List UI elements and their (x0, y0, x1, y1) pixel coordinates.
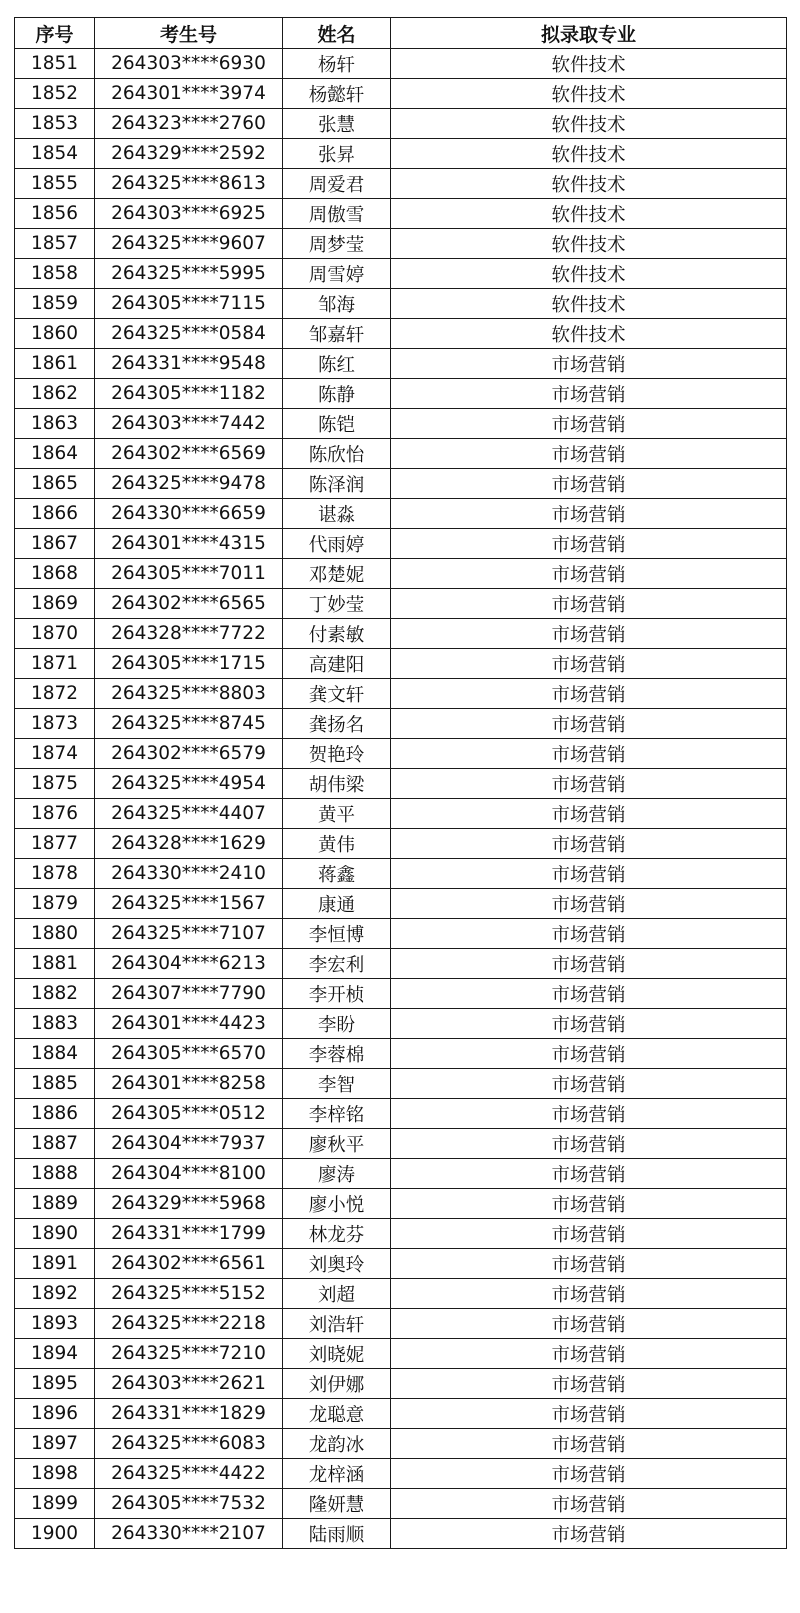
cell-major: 市场营销 (391, 1189, 787, 1219)
cell-seq: 1878 (15, 859, 95, 889)
cell-exam-number: 264305****0512 (95, 1099, 283, 1129)
cell-seq: 1898 (15, 1459, 95, 1489)
cell-exam-number: 264301****4315 (95, 529, 283, 559)
cell-major: 市场营销 (391, 709, 787, 739)
table-row (15, 1129, 787, 1159)
cell-exam-number: 264301****3974 (95, 79, 283, 109)
table-row (15, 1459, 787, 1489)
table-row (15, 349, 787, 379)
cell-seq: 1881 (15, 949, 95, 979)
cell-exam-number: 264305****6570 (95, 1039, 283, 1069)
cell-major: 市场营销 (391, 619, 787, 649)
cell-name: 杨懿轩 (283, 79, 391, 109)
cell-exam-number: 264325****8803 (95, 679, 283, 709)
cell-exam-number: 264307****7790 (95, 979, 283, 1009)
cell-seq: 1897 (15, 1429, 95, 1459)
cell-major: 市场营销 (391, 1519, 787, 1549)
cell-seq: 1882 (15, 979, 95, 1009)
cell-seq: 1874 (15, 739, 95, 769)
cell-seq: 1866 (15, 499, 95, 529)
cell-name: 周爱君 (283, 169, 391, 199)
cell-exam-number: 264330****6659 (95, 499, 283, 529)
table-row (15, 1309, 787, 1339)
cell-major: 市场营销 (391, 1159, 787, 1189)
table-row (15, 889, 787, 919)
cell-exam-number: 264325****4407 (95, 799, 283, 829)
cell-exam-number: 264325****9478 (95, 469, 283, 499)
cell-exam-number: 264325****0584 (95, 319, 283, 349)
cell-major: 市场营销 (391, 1279, 787, 1309)
table-row (15, 379, 787, 409)
header-major: 拟录取专业 (391, 18, 787, 49)
cell-name: 周傲雪 (283, 199, 391, 229)
cell-major: 市场营销 (391, 949, 787, 979)
cell-seq: 1853 (15, 109, 95, 139)
cell-seq: 1851 (15, 49, 95, 79)
table-row (15, 559, 787, 589)
cell-name: 胡伟梁 (283, 769, 391, 799)
table-row (15, 1369, 787, 1399)
cell-name: 康通 (283, 889, 391, 919)
cell-exam-number: 264305****1182 (95, 379, 283, 409)
cell-major: 市场营销 (391, 1069, 787, 1099)
cell-major: 市场营销 (391, 1459, 787, 1489)
cell-name: 李盼 (283, 1009, 391, 1039)
cell-major: 市场营销 (391, 1399, 787, 1429)
cell-name: 陈欣怡 (283, 439, 391, 469)
cell-major: 市场营销 (391, 1339, 787, 1369)
cell-name: 陈静 (283, 379, 391, 409)
cell-exam-number: 264331****9548 (95, 349, 283, 379)
table-row (15, 529, 787, 559)
cell-seq: 1858 (15, 259, 95, 289)
cell-seq: 1892 (15, 1279, 95, 1309)
cell-major: 市场营销 (391, 829, 787, 859)
cell-seq: 1877 (15, 829, 95, 859)
cell-major: 市场营销 (391, 589, 787, 619)
cell-major: 市场营销 (391, 889, 787, 919)
cell-major: 软件技术 (391, 229, 787, 259)
cell-exam-number: 264329****5968 (95, 1189, 283, 1219)
table-row (15, 1189, 787, 1219)
cell-exam-number: 264325****9607 (95, 229, 283, 259)
cell-name: 高建阳 (283, 649, 391, 679)
cell-exam-number: 264331****1799 (95, 1219, 283, 1249)
cell-name: 刘伊娜 (283, 1369, 391, 1399)
cell-name: 陆雨顺 (283, 1519, 391, 1549)
table-row (15, 1099, 787, 1129)
cell-exam-number: 264302****6569 (95, 439, 283, 469)
table-row (15, 139, 787, 169)
cell-major: 软件技术 (391, 109, 787, 139)
cell-name: 刘晓妮 (283, 1339, 391, 1369)
header-exam-number: 考生号 (95, 18, 283, 49)
cell-name: 谌淼 (283, 499, 391, 529)
cell-exam-number: 264325****1567 (95, 889, 283, 919)
table-row (15, 1009, 787, 1039)
cell-major: 软件技术 (391, 319, 787, 349)
cell-name: 隆妍慧 (283, 1489, 391, 1519)
cell-major: 软件技术 (391, 49, 787, 79)
cell-exam-number: 264325****7210 (95, 1339, 283, 1369)
cell-exam-number: 264325****8613 (95, 169, 283, 199)
cell-major: 市场营销 (391, 409, 787, 439)
cell-major: 软件技术 (391, 139, 787, 169)
table-row (15, 739, 787, 769)
cell-name: 李蓉棉 (283, 1039, 391, 1069)
cell-major: 软件技术 (391, 169, 787, 199)
cell-name: 李宏利 (283, 949, 391, 979)
table-row (15, 799, 787, 829)
cell-seq: 1872 (15, 679, 95, 709)
table-row (15, 229, 787, 259)
table-row (15, 709, 787, 739)
table-row (15, 169, 787, 199)
cell-name: 黄伟 (283, 829, 391, 859)
table-row (15, 589, 787, 619)
cell-name: 李恒博 (283, 919, 391, 949)
cell-exam-number: 264325****8745 (95, 709, 283, 739)
cell-name: 廖涛 (283, 1159, 391, 1189)
cell-exam-number: 264323****2760 (95, 109, 283, 139)
table-row (15, 949, 787, 979)
table-row (15, 289, 787, 319)
cell-major: 市场营销 (391, 919, 787, 949)
cell-major: 市场营销 (391, 469, 787, 499)
cell-seq: 1886 (15, 1099, 95, 1129)
cell-seq: 1863 (15, 409, 95, 439)
cell-seq: 1896 (15, 1399, 95, 1429)
cell-major: 市场营销 (391, 349, 787, 379)
cell-major: 市场营销 (391, 529, 787, 559)
cell-seq: 1880 (15, 919, 95, 949)
cell-major: 市场营销 (391, 379, 787, 409)
table-row (15, 199, 787, 229)
cell-name: 杨轩 (283, 49, 391, 79)
cell-major: 市场营销 (391, 1429, 787, 1459)
cell-seq: 1852 (15, 79, 95, 109)
table-row (15, 1039, 787, 1069)
cell-major: 软件技术 (391, 79, 787, 109)
cell-seq: 1871 (15, 649, 95, 679)
cell-exam-number: 264325****5995 (95, 259, 283, 289)
table-row (15, 319, 787, 349)
cell-exam-number: 264328****7722 (95, 619, 283, 649)
cell-name: 李智 (283, 1069, 391, 1099)
table-row (15, 919, 787, 949)
cell-major: 市场营销 (391, 499, 787, 529)
table-row (15, 1489, 787, 1519)
cell-seq: 1869 (15, 589, 95, 619)
cell-seq: 1888 (15, 1159, 95, 1189)
cell-exam-number: 264301****8258 (95, 1069, 283, 1099)
cell-major: 市场营销 (391, 1129, 787, 1159)
cell-seq: 1879 (15, 889, 95, 919)
cell-exam-number: 264325****7107 (95, 919, 283, 949)
cell-name: 龙梓涵 (283, 1459, 391, 1489)
cell-name: 龙聪意 (283, 1399, 391, 1429)
cell-name: 林龙芬 (283, 1219, 391, 1249)
cell-major: 市场营销 (391, 1039, 787, 1069)
cell-seq: 1891 (15, 1249, 95, 1279)
cell-exam-number: 264302****6565 (95, 589, 283, 619)
cell-seq: 1862 (15, 379, 95, 409)
cell-seq: 1861 (15, 349, 95, 379)
table-row (15, 1519, 787, 1549)
table-row (15, 469, 787, 499)
cell-name: 张慧 (283, 109, 391, 139)
cell-name: 陈铠 (283, 409, 391, 439)
cell-seq: 1893 (15, 1309, 95, 1339)
cell-exam-number: 264330****2107 (95, 1519, 283, 1549)
cell-seq: 1860 (15, 319, 95, 349)
cell-name: 蒋鑫 (283, 859, 391, 889)
cell-name: 周雪婷 (283, 259, 391, 289)
table-row (15, 79, 787, 109)
table-row (15, 499, 787, 529)
table-row (15, 49, 787, 79)
cell-name: 廖小悦 (283, 1189, 391, 1219)
table-row (15, 619, 787, 649)
cell-seq: 1899 (15, 1489, 95, 1519)
cell-major: 市场营销 (391, 1249, 787, 1279)
cell-seq: 1894 (15, 1339, 95, 1369)
cell-name: 廖秋平 (283, 1129, 391, 1159)
cell-seq: 1890 (15, 1219, 95, 1249)
table-row (15, 1159, 787, 1189)
table-row (15, 1249, 787, 1279)
cell-major: 市场营销 (391, 1489, 787, 1519)
cell-exam-number: 264304****6213 (95, 949, 283, 979)
cell-seq: 1873 (15, 709, 95, 739)
cell-exam-number: 264331****1829 (95, 1399, 283, 1429)
cell-name: 龚扬名 (283, 709, 391, 739)
table-row (15, 1069, 787, 1099)
cell-seq: 1889 (15, 1189, 95, 1219)
table-row (15, 679, 787, 709)
cell-exam-number: 264304****7937 (95, 1129, 283, 1159)
cell-major: 市场营销 (391, 859, 787, 889)
cell-seq: 1870 (15, 619, 95, 649)
cell-exam-number: 264303****6925 (95, 199, 283, 229)
table-row (15, 1429, 787, 1459)
header-seq: 序号 (15, 18, 95, 49)
cell-exam-number: 264325****5152 (95, 1279, 283, 1309)
cell-seq: 1868 (15, 559, 95, 589)
cell-name: 代雨婷 (283, 529, 391, 559)
cell-major: 市场营销 (391, 1099, 787, 1129)
table-row (15, 409, 787, 439)
table-row (15, 1399, 787, 1429)
table-row (15, 259, 787, 289)
cell-name: 张昇 (283, 139, 391, 169)
cell-major: 市场营销 (391, 1369, 787, 1399)
cell-exam-number: 264305****7532 (95, 1489, 283, 1519)
cell-exam-number: 264304****8100 (95, 1159, 283, 1189)
cell-major: 市场营销 (391, 1219, 787, 1249)
cell-seq: 1885 (15, 1069, 95, 1099)
cell-name: 贺艳玲 (283, 739, 391, 769)
table-row (15, 769, 787, 799)
cell-major: 市场营销 (391, 1009, 787, 1039)
cell-seq: 1895 (15, 1369, 95, 1399)
cell-name: 龙韵冰 (283, 1429, 391, 1459)
cell-major: 市场营销 (391, 1309, 787, 1339)
cell-exam-number: 264329****2592 (95, 139, 283, 169)
cell-exam-number: 264302****6561 (95, 1249, 283, 1279)
cell-name: 李开桢 (283, 979, 391, 1009)
admission-table (14, 17, 787, 1549)
cell-exam-number: 264302****6579 (95, 739, 283, 769)
cell-name: 邹嘉轩 (283, 319, 391, 349)
cell-major: 市场营销 (391, 799, 787, 829)
table-row (15, 829, 787, 859)
cell-name: 龚文轩 (283, 679, 391, 709)
cell-name: 李梓铭 (283, 1099, 391, 1129)
cell-exam-number: 264325****4954 (95, 769, 283, 799)
table-row (15, 1339, 787, 1369)
header-name: 姓名 (283, 18, 391, 49)
cell-exam-number: 264303****7442 (95, 409, 283, 439)
cell-name: 陈泽润 (283, 469, 391, 499)
cell-major: 软件技术 (391, 199, 787, 229)
cell-name: 刘奥玲 (283, 1249, 391, 1279)
cell-seq: 1857 (15, 229, 95, 259)
table-row (15, 649, 787, 679)
cell-name: 丁妙莹 (283, 589, 391, 619)
table-row (15, 859, 787, 889)
cell-seq: 1854 (15, 139, 95, 169)
cell-exam-number: 264325****2218 (95, 1309, 283, 1339)
cell-seq: 1864 (15, 439, 95, 469)
cell-seq: 1876 (15, 799, 95, 829)
cell-major: 市场营销 (391, 679, 787, 709)
cell-exam-number: 264330****2410 (95, 859, 283, 889)
table-row (15, 109, 787, 139)
cell-exam-number: 264305****7011 (95, 559, 283, 589)
table-row (15, 979, 787, 1009)
cell-name: 邓楚妮 (283, 559, 391, 589)
cell-major: 市场营销 (391, 649, 787, 679)
cell-exam-number: 264301****4423 (95, 1009, 283, 1039)
cell-seq: 1867 (15, 529, 95, 559)
table-row (15, 1219, 787, 1249)
header-row (15, 18, 787, 49)
cell-name: 邹海 (283, 289, 391, 319)
cell-major: 软件技术 (391, 259, 787, 289)
cell-major: 软件技术 (391, 289, 787, 319)
cell-seq: 1875 (15, 769, 95, 799)
cell-name: 周梦莹 (283, 229, 391, 259)
cell-major: 市场营销 (391, 559, 787, 589)
cell-seq: 1855 (15, 169, 95, 199)
cell-name: 刘超 (283, 1279, 391, 1309)
cell-exam-number: 264305****7115 (95, 289, 283, 319)
cell-exam-number: 264305****1715 (95, 649, 283, 679)
cell-major: 市场营销 (391, 769, 787, 799)
table-row (15, 439, 787, 469)
cell-name: 陈红 (283, 349, 391, 379)
cell-seq: 1900 (15, 1519, 95, 1549)
cell-seq: 1856 (15, 199, 95, 229)
cell-major: 市场营销 (391, 739, 787, 769)
cell-exam-number: 264325****6083 (95, 1429, 283, 1459)
cell-exam-number: 264303****6930 (95, 49, 283, 79)
cell-seq: 1887 (15, 1129, 95, 1159)
cell-major: 市场营销 (391, 439, 787, 469)
cell-name: 黄平 (283, 799, 391, 829)
cell-exam-number: 264303****2621 (95, 1369, 283, 1399)
cell-name: 刘浩轩 (283, 1309, 391, 1339)
cell-name: 付素敏 (283, 619, 391, 649)
cell-seq: 1859 (15, 289, 95, 319)
cell-exam-number: 264325****4422 (95, 1459, 283, 1489)
cell-major: 市场营销 (391, 979, 787, 1009)
table-row (15, 1279, 787, 1309)
cell-seq: 1865 (15, 469, 95, 499)
cell-exam-number: 264328****1629 (95, 829, 283, 859)
cell-seq: 1884 (15, 1039, 95, 1069)
cell-seq: 1883 (15, 1009, 95, 1039)
